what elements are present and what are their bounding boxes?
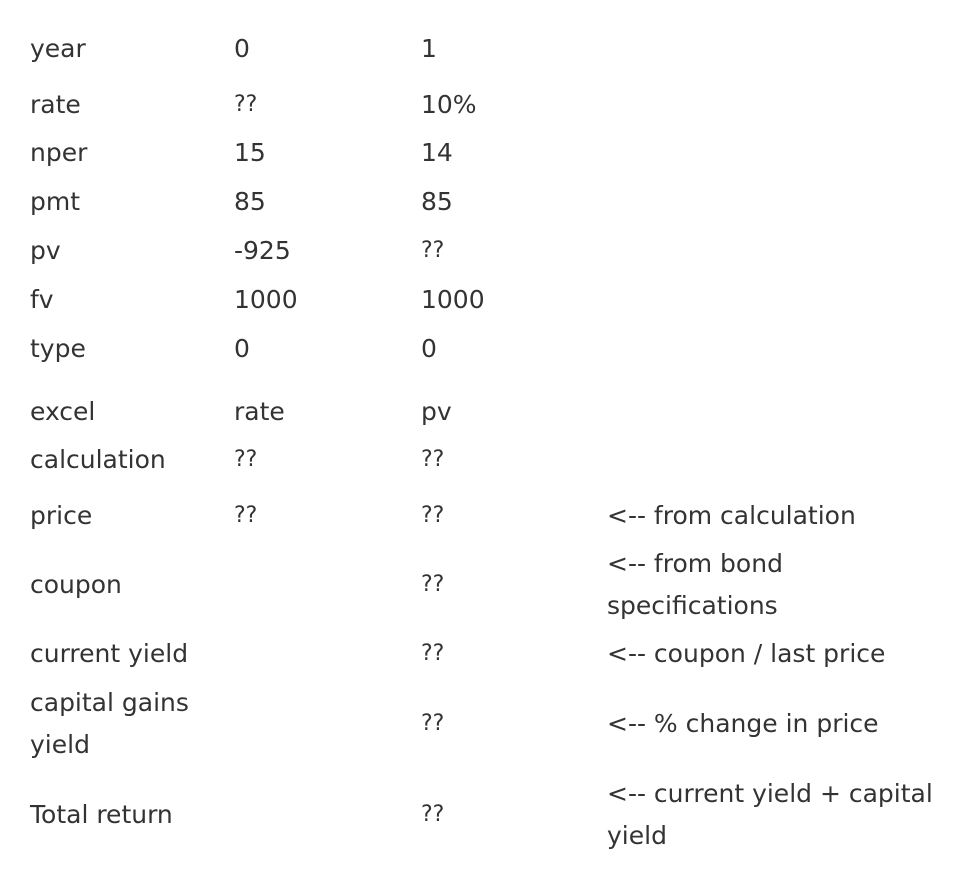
year-1-value: ?? bbox=[421, 238, 445, 263]
table-row-price bbox=[0, 492, 965, 540]
year-1-value: 0 bbox=[421, 334, 437, 363]
row-label: pv bbox=[30, 236, 61, 265]
row-label: Total return bbox=[30, 800, 173, 829]
table-row-rate bbox=[0, 81, 965, 129]
row-label: year bbox=[30, 34, 86, 63]
year-1-value: ?? bbox=[421, 503, 445, 528]
row-label: excel bbox=[30, 397, 96, 426]
year-0-value: 85 bbox=[234, 187, 266, 216]
year-0-value: 15 bbox=[234, 138, 266, 167]
year-1-value: ?? bbox=[421, 711, 445, 736]
year-1-value: 10% bbox=[421, 90, 477, 119]
year-1-value: ?? bbox=[421, 802, 445, 827]
row-label: current yield bbox=[30, 639, 189, 668]
year-1-value: pv bbox=[421, 397, 452, 426]
year-1-value: 1 bbox=[421, 34, 437, 63]
row-note: <-- % change in price bbox=[607, 709, 879, 738]
year-1-value: ?? bbox=[421, 447, 445, 472]
row-note: <-- coupon / last price bbox=[607, 639, 886, 668]
year-0-value: 0 bbox=[234, 34, 250, 63]
row-label: fv bbox=[30, 285, 54, 314]
year-0-value: 1000 bbox=[234, 285, 298, 314]
table-row-nper bbox=[0, 129, 965, 177]
year-0-value: ?? bbox=[234, 503, 258, 528]
row-label: capital gains yield bbox=[30, 688, 189, 759]
row-note: <-- from calculation bbox=[607, 501, 856, 530]
year-1-value: ?? bbox=[421, 641, 445, 666]
row-label: pmt bbox=[30, 187, 81, 216]
row-note: <-- current yield + capital yield bbox=[607, 779, 933, 850]
table-row-calculation bbox=[0, 436, 965, 484]
row-label: nper bbox=[30, 138, 88, 167]
year-1-value: 85 bbox=[421, 187, 453, 216]
year-0-value: 0 bbox=[234, 334, 250, 363]
row-label: rate bbox=[30, 90, 81, 119]
table-row-total-return bbox=[0, 773, 965, 857]
table-row-coupon bbox=[0, 543, 965, 627]
year-0-value: ?? bbox=[234, 92, 258, 117]
table-row-capital-gains-yield bbox=[0, 682, 965, 766]
table-row-pv bbox=[0, 227, 965, 275]
row-label: type bbox=[30, 334, 86, 363]
table-row-current-yield bbox=[0, 630, 965, 678]
year-0-value: ?? bbox=[234, 447, 258, 472]
table-row-excel bbox=[0, 388, 965, 436]
table-row-year bbox=[0, 25, 965, 73]
year-1-value: 1000 bbox=[421, 285, 485, 314]
year-1-value: 14 bbox=[421, 138, 453, 167]
year-0-value: -925 bbox=[234, 236, 291, 265]
row-label: coupon bbox=[30, 570, 122, 599]
table-row-fv bbox=[0, 276, 965, 324]
row-label: calculation bbox=[30, 445, 166, 474]
table-row-pmt bbox=[0, 178, 965, 226]
year-1-value: ?? bbox=[421, 572, 445, 597]
row-note: <-- from bond specifications bbox=[607, 549, 783, 620]
table-row-type bbox=[0, 325, 965, 373]
year-0-value: rate bbox=[234, 397, 285, 426]
row-label: price bbox=[30, 501, 93, 530]
